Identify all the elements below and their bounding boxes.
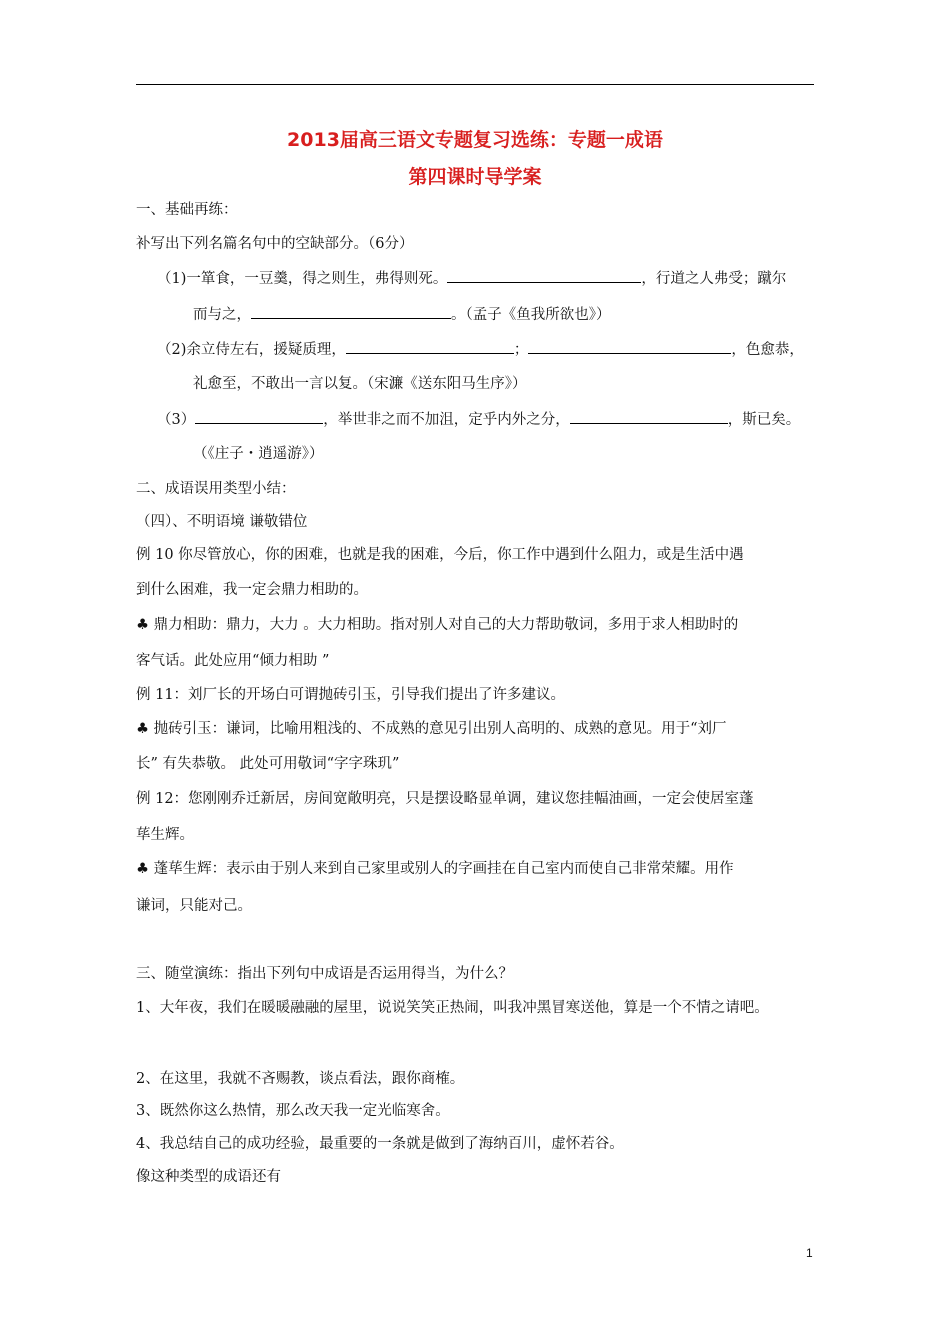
note-10-line-2: 客气话。此处应用“倾力相助 ” xyxy=(136,653,330,669)
section2-heading: 二、成语误用类型小结： xyxy=(136,481,296,497)
example-12-line-1: 例 12：您刚刚乔迁新居，房间宽敞明亮，只是摆设略显单调，建议您挂幅油画，一定会使居室蓬 xyxy=(136,791,754,807)
example-12-line-2: 荜生辉。 xyxy=(136,827,194,843)
note-11-line-2: 长” 有失恭敬。 此处可用敬词“字字珠玑” xyxy=(136,756,400,772)
question-2-line-2: 礼愈至，不敢出一言以复。（宋濂《送东阳马生序》） xyxy=(193,376,527,392)
note-12-text: 蓬荜生辉：表示由于别人来到自己家里或别人的字画挂在自己室内而使自己非常荣耀。用作 xyxy=(149,861,734,877)
q2-text-b: ； xyxy=(513,342,529,358)
answer-blank[interactable] xyxy=(251,303,451,319)
q1-text-b: ，行道之人弗受；蹴尔 xyxy=(641,271,787,287)
note-10-text: 鼎力相助：鼎力，大力 。大力相助。指对别人对自己的大力帮助敬词，多用于求人相助时的 xyxy=(149,617,739,633)
answer-blank[interactable] xyxy=(346,338,514,354)
q3-text-b: ，举世非之而不加沮，定乎内外之分， xyxy=(323,412,570,428)
note-11-line-1 xyxy=(136,719,727,739)
question-1-line-2 xyxy=(193,303,611,325)
q1-text-c: 而与之， xyxy=(193,307,251,323)
answer-blank[interactable] xyxy=(570,408,728,424)
section1-heading: 一、基础再练： xyxy=(136,202,238,218)
note-10-line-1 xyxy=(136,615,738,635)
q2-text-a: （2)余立侍左右，援疑质理， xyxy=(157,342,346,358)
document-title: 2013届高三语文专题复习选练：专题一成语 xyxy=(287,129,663,151)
club-bullet-icon: ♣ xyxy=(136,861,149,877)
q3-text-c: ，斯已矣。 xyxy=(727,412,801,428)
q3-text-a: （3） xyxy=(157,412,196,428)
q1-text-a: （1)一箪食，一豆羹，得之则生，弗得则死。 xyxy=(157,271,448,287)
practice-tail: 像这种类型的成语还有 xyxy=(136,1169,281,1185)
example-10-line-1: 例 10 你尽管放心，你的困难，也就是我的困难，今后，你工作中遇到什么阻力，或是生活中遇 xyxy=(136,547,744,563)
club-bullet-icon: ♣ xyxy=(136,721,149,737)
answer-blank[interactable] xyxy=(447,267,641,283)
question-3-source: （《庄子・逍遥游》） xyxy=(193,446,324,462)
practice-question-4: 4、我总结自己的成功经验，最重要的一条就是做到了海纳百川，虚怀若谷。 xyxy=(136,1136,624,1152)
example-10-line-2: 到什么困难，我一定会鼎力相助的。 xyxy=(136,582,368,598)
practice-question-2: 2、在这里，我就不吝赐教，谈点看法，跟你商榷。 xyxy=(136,1071,465,1087)
note-12-line-2: 谦词，只能对己。 xyxy=(136,898,252,914)
practice-question-3: 3、既然你这么热情，那么改天我一定光临寒舍。 xyxy=(136,1103,450,1119)
q2-text-c: ，色愈恭， xyxy=(731,342,804,358)
header-rule xyxy=(136,84,814,85)
note-11-text: 抛砖引玉：谦词，比喻用粗浅的、不成熟的意见引出别人高明的、成熟的意见。用于“刘厂 xyxy=(149,721,727,737)
practice-question-1: 1、大年夜，我们在暖暖融融的屋里，说说笑笑正热闹，叫我冲黑冒寒送他，算是一个不情之请吧。 xyxy=(136,1000,769,1016)
q1-text-d: 。（孟子《鱼我所欲也》） xyxy=(451,307,611,323)
club-bullet-icon: ♣ xyxy=(136,617,149,633)
question-3-line-1 xyxy=(157,408,800,430)
page-number: 1 xyxy=(806,1246,813,1260)
document-subtitle: 第四课时导学案 xyxy=(408,166,542,188)
example-11: 例 11：刘厂长的开场白可谓抛砖引玉，引导我们提出了许多建议。 xyxy=(136,687,566,703)
section1-instruction: 补写出下列名篇名句中的空缺部分。（6分） xyxy=(136,236,414,252)
section2-subheading: （四）、不明语境 谦敬错位 xyxy=(136,514,308,530)
section3-heading: 三、随堂演练：指出下列句中成语是否运用得当，为什么？ xyxy=(136,966,513,982)
answer-blank[interactable] xyxy=(195,408,323,424)
note-12-line-1 xyxy=(136,859,734,879)
question-1-line-1 xyxy=(157,267,786,289)
question-2-line-1 xyxy=(157,338,804,360)
answer-blank[interactable] xyxy=(528,338,731,354)
